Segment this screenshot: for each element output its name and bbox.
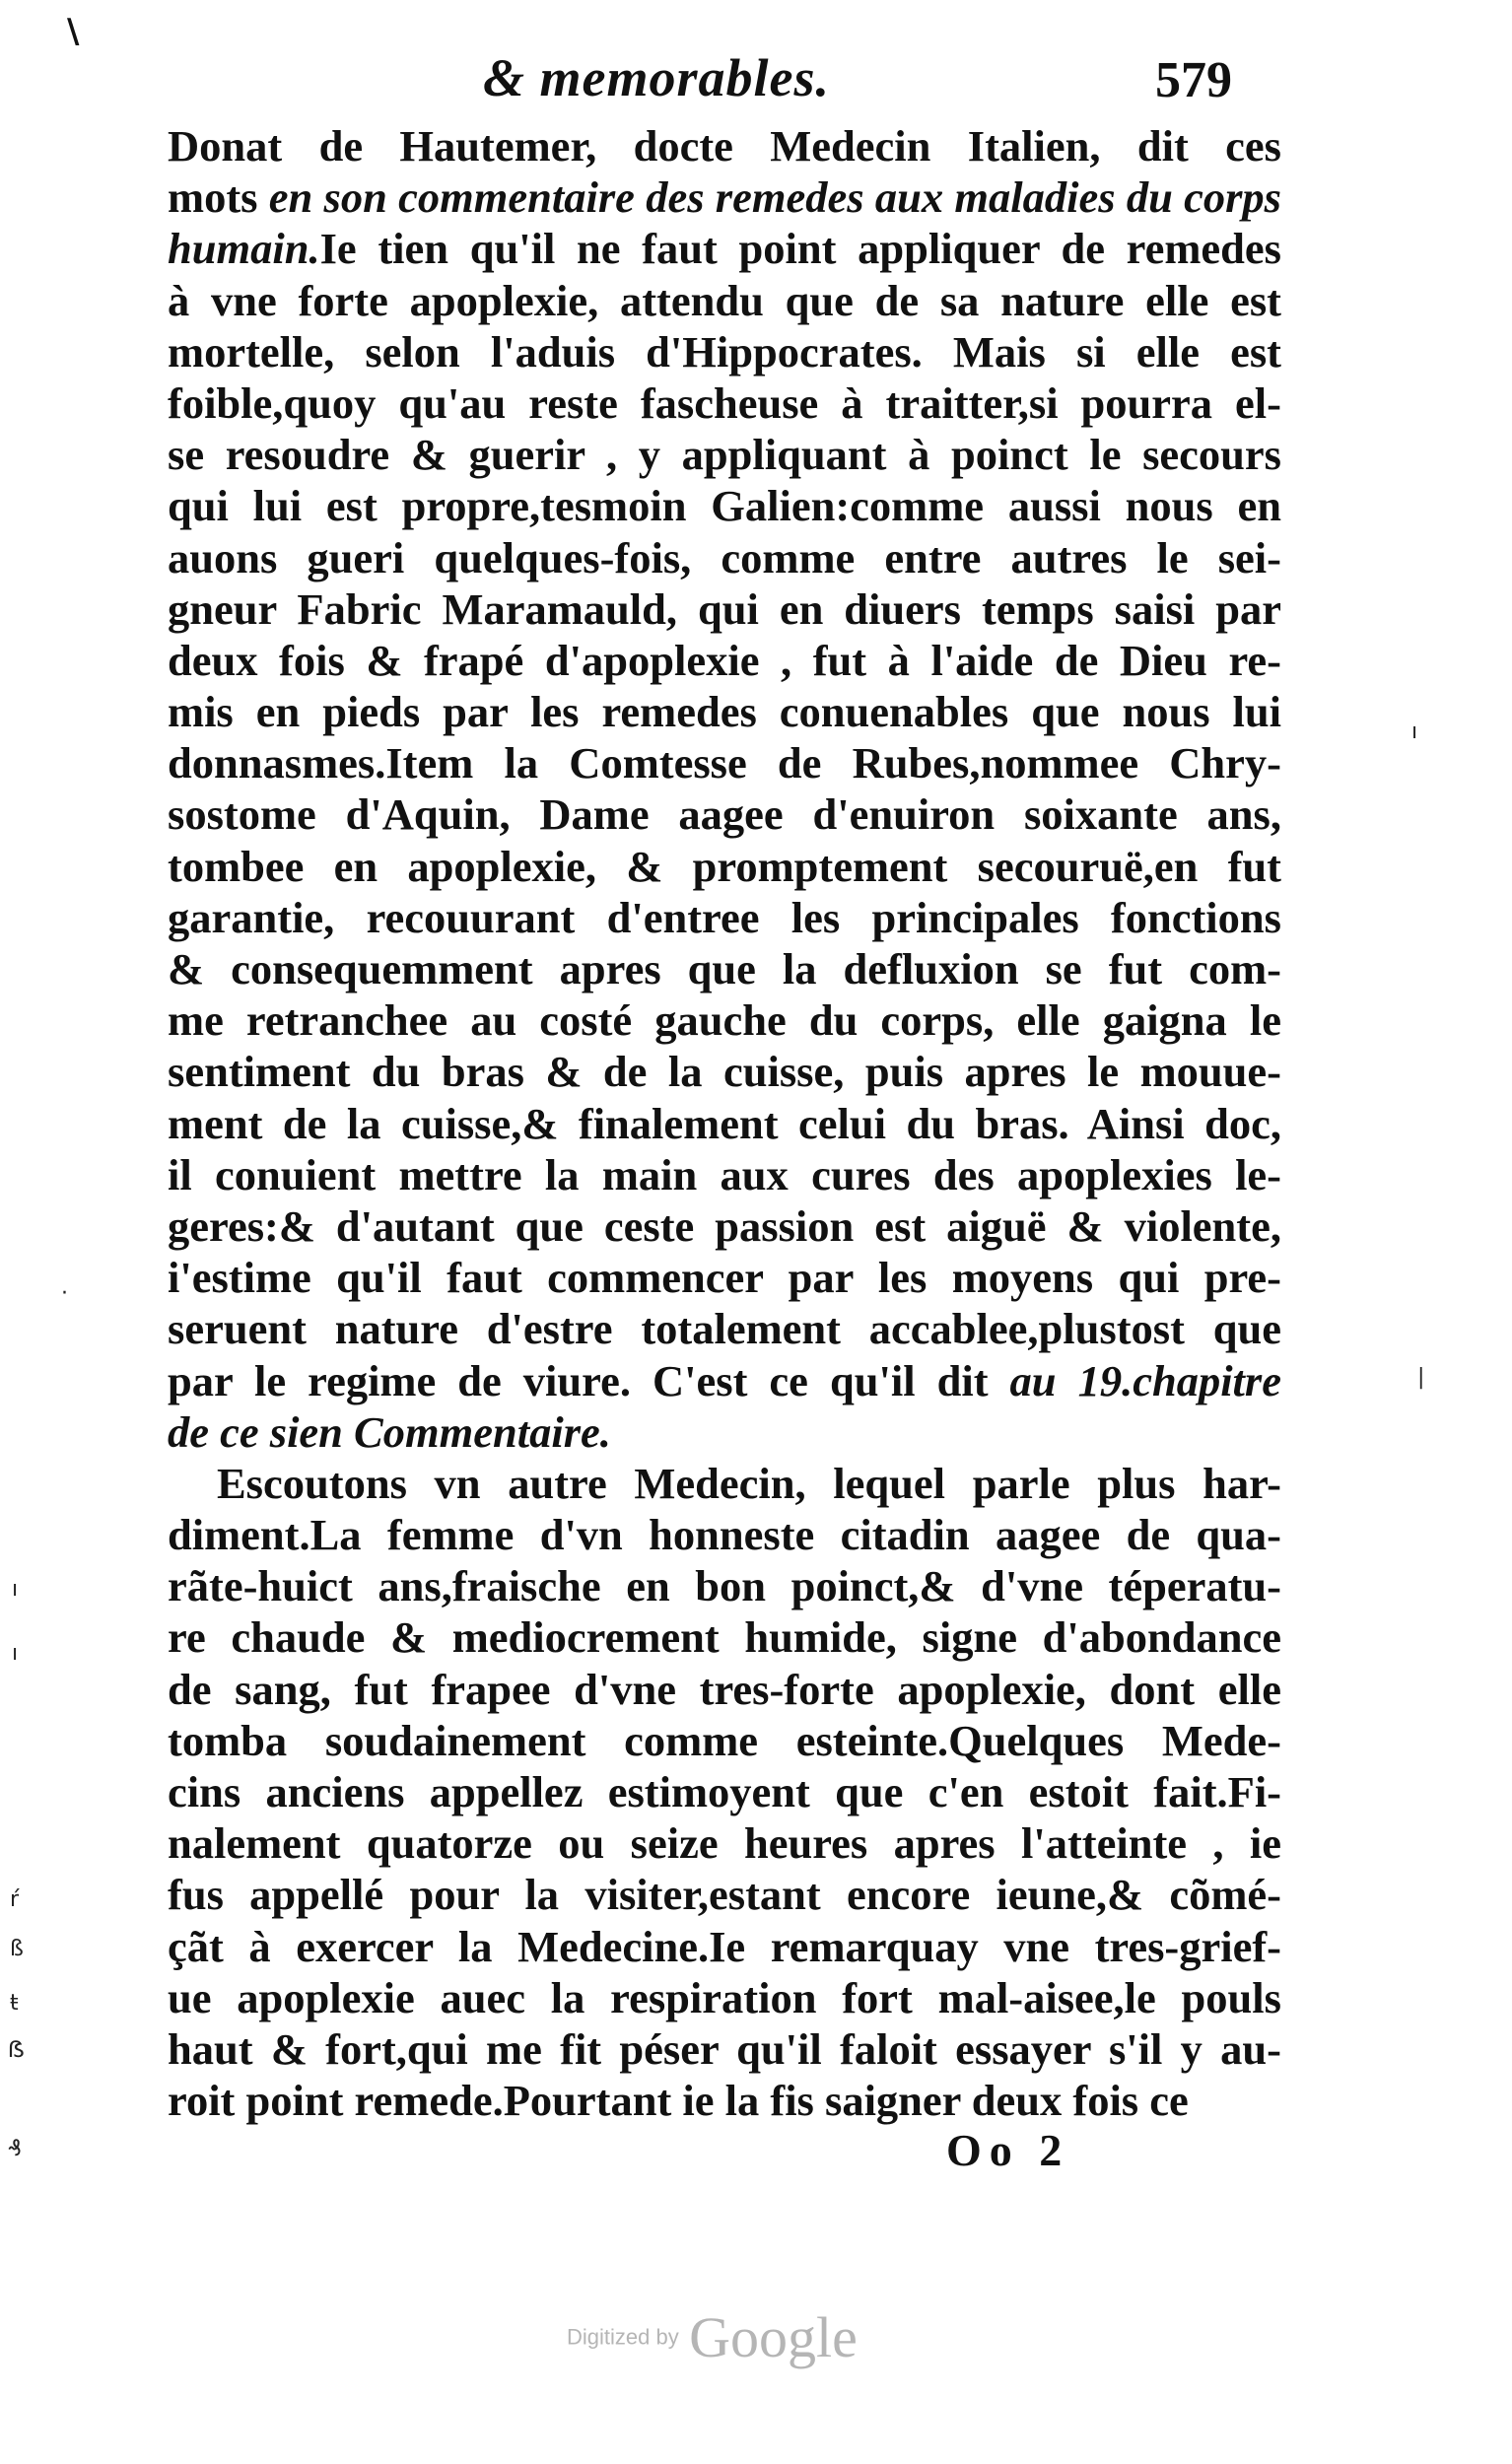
text-segment: mots xyxy=(168,172,269,223)
text-line xyxy=(168,1098,1281,1149)
text-segment: garantie, recouurant d'entree les principales fonctions xyxy=(168,892,1281,942)
text-line xyxy=(168,1664,1281,1715)
running-title: & memorables. xyxy=(483,48,830,107)
text-segment: deux fois & frapé d'apoplexie , fut à l'aide de Dieu re- xyxy=(168,635,1281,685)
text-segment: foible,quoy qu'au reste fascheuse à traitter,si pourra el- xyxy=(168,377,1281,428)
text-line xyxy=(168,275,1281,326)
text-segment: & consequemment apres que la defluxion se fut com- xyxy=(168,944,1281,993)
text-segment: cins anciens appellez estimoyent que c'en estoit fait.Fi- xyxy=(168,1767,1281,1816)
text-segment: re chaude & mediocrement humide, signe d'abondance xyxy=(168,1612,1281,1663)
text-line xyxy=(168,223,1281,274)
google-logo: Google xyxy=(689,2305,858,2369)
text-line xyxy=(168,1458,1281,1509)
text-segment: Ie tien qu'il ne faut point appliquer de remedes xyxy=(319,224,1281,274)
text-line xyxy=(168,326,1281,377)
text-segment: mis en pieds par les remedes conuenables que nous lui xyxy=(168,687,1281,737)
text-segment: i'estime qu'il faut commencer par les moyens qui pre- xyxy=(168,1253,1281,1303)
text-segment: donnasmes.Item la Comtesse de Rubes,nommee Chry- xyxy=(168,738,1281,788)
watermark-prefix: Digitized by xyxy=(567,2324,679,2350)
text-segment: tomba soudainement comme esteinte.Quelques Mede- xyxy=(168,1715,1281,1765)
text-line xyxy=(168,583,1281,635)
margin-speck: ẞ xyxy=(8,2038,25,2063)
running-head xyxy=(483,47,1252,116)
text-segment: geres:& d'autant que ceste passion est aiguë & violente, xyxy=(168,1200,1281,1251)
text-line xyxy=(168,377,1281,429)
text-line xyxy=(168,1046,1281,1097)
text-segment: mortelle, selon l'aduis d'Hippocrates. Mais si elle est xyxy=(168,326,1281,376)
text-segment: Escoutons vn autre Medecin, lequel parle plus har- xyxy=(217,1458,1281,1508)
text-line xyxy=(168,2023,1281,2075)
text-segment: ment de la cuisse,& finalement celui du bras. Ainsi doc, xyxy=(168,1098,1281,1148)
text-segment: il conuient mettre la main aux cures des apoplexies le- xyxy=(168,1149,1281,1199)
body-text xyxy=(168,120,1281,2126)
text-segment: de sang, fut frapee d'vne tres-forte apoplexie, dont elle xyxy=(168,1664,1281,1714)
margin-speck: ı xyxy=(1411,719,1418,744)
page-number: 579 xyxy=(1155,52,1232,108)
margin-speck: · xyxy=(61,1281,68,1306)
text-line xyxy=(168,943,1281,994)
text-line xyxy=(168,120,1281,171)
text-line xyxy=(168,1149,1281,1200)
margin-speck: ı xyxy=(12,1641,19,1666)
italic-text: humain. xyxy=(168,224,320,274)
text-line xyxy=(168,737,1281,788)
margin-speck: ₰ xyxy=(8,2137,22,2161)
text-line xyxy=(168,1611,1281,1663)
text-segment: gneur Fabric Maramauld, qui en diuers temps saisi par xyxy=(168,583,1281,634)
text-line xyxy=(168,1869,1281,1920)
text-line xyxy=(168,2075,1281,2126)
italic-text: au 19.chapitre xyxy=(1009,1355,1281,1405)
text-segment: fus appellé pour la visiter,estant encore ieune,& cõmé- xyxy=(168,1870,1281,1920)
text-line xyxy=(168,841,1281,892)
text-segment: seruent nature d'estre totalement accablee,plustost que xyxy=(168,1304,1281,1354)
text-segment: nalement quatorze ou seize heures apres l'atteinte , ie xyxy=(168,1818,1281,1869)
text-segment: rãte-huict ans,fraische en bon poinct,& d'vne téperatu- xyxy=(168,1561,1281,1611)
text-segment: diment.La femme d'vn honneste citadin aagee de qua- xyxy=(168,1510,1281,1560)
text-segment: haut & fort,qui me fit péser qu'il faloit essayer s'il y au- xyxy=(168,2023,1281,2074)
text-segment: par le regime de viure. C'est ce qu'il dit xyxy=(168,1355,1010,1405)
text-line xyxy=(168,1303,1281,1354)
text-line xyxy=(168,1921,1281,1972)
text-line xyxy=(168,429,1281,480)
text-segment: auons gueri quelques-fois, comme entre autres le sei- xyxy=(168,532,1281,582)
text-line xyxy=(168,1509,1281,1560)
margin-speck: ı xyxy=(12,1577,19,1602)
text-line xyxy=(168,635,1281,686)
text-line xyxy=(168,892,1281,943)
text-line xyxy=(168,1715,1281,1766)
text-line xyxy=(168,788,1281,840)
text-line xyxy=(168,532,1281,583)
text-segment: Donat de Hautemer, docte Medecin Italien, dit ces xyxy=(168,121,1281,171)
text-line xyxy=(168,1355,1281,1406)
margin-speck: ŕ xyxy=(10,1887,20,1912)
text-segment: çãt à exercer la Medecine.Ie remarquay vne tres-grief- xyxy=(168,1921,1281,1971)
italic-text: de ce sien Commentaire. xyxy=(168,1406,611,1457)
text-line xyxy=(168,1972,1281,2023)
margin-speck: | xyxy=(1417,1365,1425,1390)
text-line xyxy=(168,994,1281,1046)
signature-mark: Oo 2 xyxy=(946,2125,1070,2175)
text-line xyxy=(168,480,1281,531)
text-line xyxy=(168,1766,1281,1817)
margin-speck: ŧ xyxy=(10,1991,19,2016)
text-segment: sostome d'Aquin, Dame aagee d'enuiron soixante ans, xyxy=(168,789,1281,840)
text-segment: à vne forte apoplexie, attendu que de sa nature elle est xyxy=(168,275,1281,325)
text-line xyxy=(168,171,1281,223)
text-segment: tombee en apoplexie, & promptement secouruë,en fut xyxy=(168,841,1281,891)
italic-text: en son commentaire des remedes aux maladies du corps xyxy=(268,172,1281,223)
text-line xyxy=(168,1817,1281,1869)
text-segment: qui lui est propre,tesmoin Galien:comme aussi nous en xyxy=(168,481,1281,531)
text-line xyxy=(168,1200,1281,1252)
text-segment: sentiment du bras & de la cuisse, puis apres le mouue- xyxy=(168,1047,1281,1097)
text-line xyxy=(168,1406,1281,1458)
text-line xyxy=(168,1252,1281,1303)
text-line xyxy=(168,686,1281,737)
corner-mark: \ xyxy=(67,12,80,51)
text-segment: me retranchee au costé gauche du corps, elle gaigna le xyxy=(168,995,1281,1046)
margin-speck: ß xyxy=(10,1937,24,1961)
text-segment: roit point remede.Pourtant ie la fis saigner deux fois ce xyxy=(168,2076,1189,2126)
text-line xyxy=(168,1560,1281,1611)
text-segment: ue apoplexie auec la respiration fort mal-aisee,le pouls xyxy=(168,1972,1281,2022)
digitized-by-google-watermark xyxy=(567,2304,858,2370)
text-segment: se resoudre & guerir , y appliquant à poinct le secours xyxy=(168,430,1281,480)
